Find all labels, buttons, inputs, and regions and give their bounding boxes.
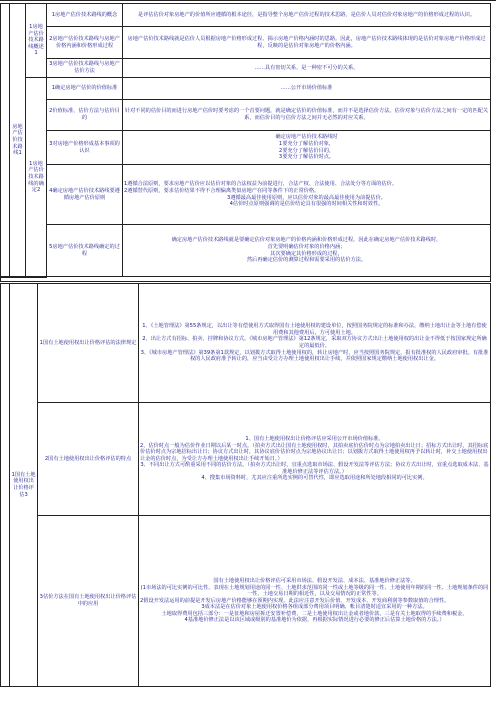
line: 4、搜集市场资料时，尤其应注重所选实例的可替代性，即应选取用途和所处地段相同的可比实例。: [201, 475, 428, 482]
row-label: 4确定房地产估价技术路线要遵循房地产估价原则: [47, 165, 123, 225]
row-label: 1房地产估价技术路线的概念: [47, 4, 123, 27]
row-label: 3估价方法在国有土地使用权出让价格评估中的应用: [38, 516, 139, 687]
group1-title: 1房地产估价技术路线概述1: [26, 4, 47, 78]
row-text: 是评估估价对象房地产的价值所应遵循的根本途径，是指导整个房地产估价过程的技术思路，是估价人员对估价对象房地产的价格形成过程的认识。: [123, 4, 491, 27]
row-label: 1国有土地使用权出让价格评估的法律规定: [38, 284, 139, 403]
line: 然后再确定估价的测算过程和需要采用的估价方法。: [246, 257, 367, 264]
line: (1市场法的可比实例的可比性，表现在土地规划用途的同一性、土地供求范围的同一性或土地等级的同一性、土地使用年期的同一性、土地规划条件的同一性、土地交易日期的相近性，以及交易情况的正常性等。: [140, 584, 489, 598]
row-text: 房地产估价技术路线就是估价人员根据房地产价格形成过程、揭示房地产价格内涵时的思路。因此，房地产估价技术路线体现的是估价对象房地产价格形成过程，反映的是估价对象房地产的价格内涵。: [123, 27, 491, 58]
row-label: 3房地产估价技术路线与房地产估价方法: [47, 58, 123, 77]
row-text: 针对不同的估价目的而进行房地产估价时要考虑的一个首要问题，就是确定估价的价值标准，而并不是选择估价方法。估价对象与估价方法之间有一定的匹配关系，而估价目的与估价方法之间并无必然的对应关系。: [123, 100, 491, 131]
row-text: [123, 225, 491, 277]
line: 3、不同出让方式可酌重采用不同的估价方法。（拍卖方式出让时，宜重点选取市场法、假设开发法等评估方法；协议方式出让时，宜重点选取成本法、基准地价修正法等评估方法。）: [140, 462, 489, 475]
section1-table: [0, 3, 491, 278]
line: 1、《土地管理法》第55条规定，以出让等有偿使用方式取得国有土地使用权的建设单位，按照国务院规定的标准和办法，缴纳土地出让金等土地有偿使用费和其他费用后，方可使用土地。: [142, 323, 487, 336]
line: 确定房地产估价技术路线时: [275, 134, 338, 141]
line: 2、估价时点一般为估价作业日期以后某一时点。（拍卖方式出让国有土地使用权时，其拍卖底价估价时点为宗地拍卖出让日；招标方式出让时，其招标底价估价时点为宗地招标出让日；协议方式出让时，其协议底价估价时点为宗地协议出让日；以划拨方式取得土地使用权再予以转让时，补交土地使用权出让金的估价时点，为受让方办理土地使用权出让手续开始日。）: [140, 442, 489, 462]
line: 土地取得费用包括三部分：一是征地和房屋拆迁安置补偿费，二是土地使用权出让金或者地价款，三是有关土地取得的手续费和税金。: [161, 610, 468, 617]
section2-title: 1国有土地使用权出让价格评估3: [10, 284, 38, 687]
row-text: [123, 131, 491, 165]
line: 4基准地价修正法是以该区域或级别的基准地价为依据，再根据实际情况进行必要的修正后估算土地价格的方法。）: [184, 617, 445, 624]
line: 4估价时点原则强调的是估价结论具有很强的时间相关性和时效性。: [229, 201, 384, 208]
row-label: 2价值标准、估价方法与估价目的: [47, 100, 123, 131]
row-text: [139, 403, 491, 516]
group2-title: 1房地产估价技术路线的确定2: [26, 78, 47, 278]
section-divider: [0, 276, 491, 282]
section1-index-cell: [1, 4, 10, 278]
row-text: [123, 165, 491, 225]
section1-title: 房地产估价技术路线1: [10, 4, 26, 278]
line: 1要充分了解估价对象，: [278, 140, 335, 147]
line: 2要充分了解估价目的，: [278, 147, 335, 154]
line: 3遵循最高最佳使用原则，应以估价对象的最高最佳使用为前提估价。: [227, 194, 386, 201]
line: 1遵循合法原则，要求房地产估价应以估价对象的合法权益为前提进行，合法产权、合法使用、合法处分等方面的估价。: [124, 181, 398, 188]
line: 确定房地产估价技术路线就是要确定估价对象房地产的价格内涵和价格形成过程，因此在确定房地产估价技术路线时，: [171, 237, 442, 244]
line: 首先要明确估价对象的价格内涵；: [267, 243, 346, 250]
line: 2遵循替代原则，要求估价结果不得不合理偏离类似房地产在同等条件下的正常价格。: [124, 187, 320, 194]
line: 3成本法是在估价对象土地使用权价格各组成部分费用项目明确、帐目清楚时适宜采用的一种方法。: [201, 604, 428, 611]
row-text: [139, 516, 491, 687]
line: 2假设开发法运用的前提是开发后房地产价格能够在预期内实现。此法应注意开发后价值、开发成本、开发商利润等参数取值的合理性。: [140, 597, 450, 604]
section2-index-cell: [1, 284, 10, 687]
line: 2、出让方式有招标、拍卖、挂牌和协议方式。《城市房地产管理法》第12条规定，采取双方协议方式出让土地使用权的出让金不得低于按国家规定所确定的最低价。: [142, 336, 487, 349]
row-text: [139, 284, 491, 403]
section2-table: [0, 283, 491, 687]
row-label: 2房地产估价技术路线与房地产价格内涵和价格形成过程: [47, 27, 123, 58]
row-text: ……公开市场价值标准: [123, 78, 491, 100]
line: 1、国有土地使用权出让价格评估应采用公开市场价值标准。: [245, 435, 384, 442]
line: 3、《城市房地产管理法》第39条第1款规定，以划拨方式取得土地使用权的，转让房地产时，应当按照国务院规定，报有批准权的人民政府审批。有批准权的人民政府准予转让的，应当由受让方办理土地使用权出让手续，并依照国家规定缴纳土地使用权出让金。: [140, 349, 489, 363]
row-text: ……具有密切关系，是一种密不可分的关系。: [123, 58, 491, 77]
line: 3要充分了解估价时点。: [278, 154, 335, 161]
row-label: 3对房地产价格形成基本事项的认识: [47, 131, 123, 165]
line: 其次要确定其价格形成的过程，: [270, 250, 343, 257]
row-label: 5房地产估价技术路线确定的过程: [47, 225, 123, 277]
line: 国有土地使用权出让价格评估可采用市场法、假设开发法、成本法、基准地价修正法等。: [213, 577, 416, 584]
row-label: 2国有土地使用权出让价格评估的特点: [38, 403, 139, 516]
row-label: 1确定房地产估价的价值标准: [47, 78, 123, 100]
